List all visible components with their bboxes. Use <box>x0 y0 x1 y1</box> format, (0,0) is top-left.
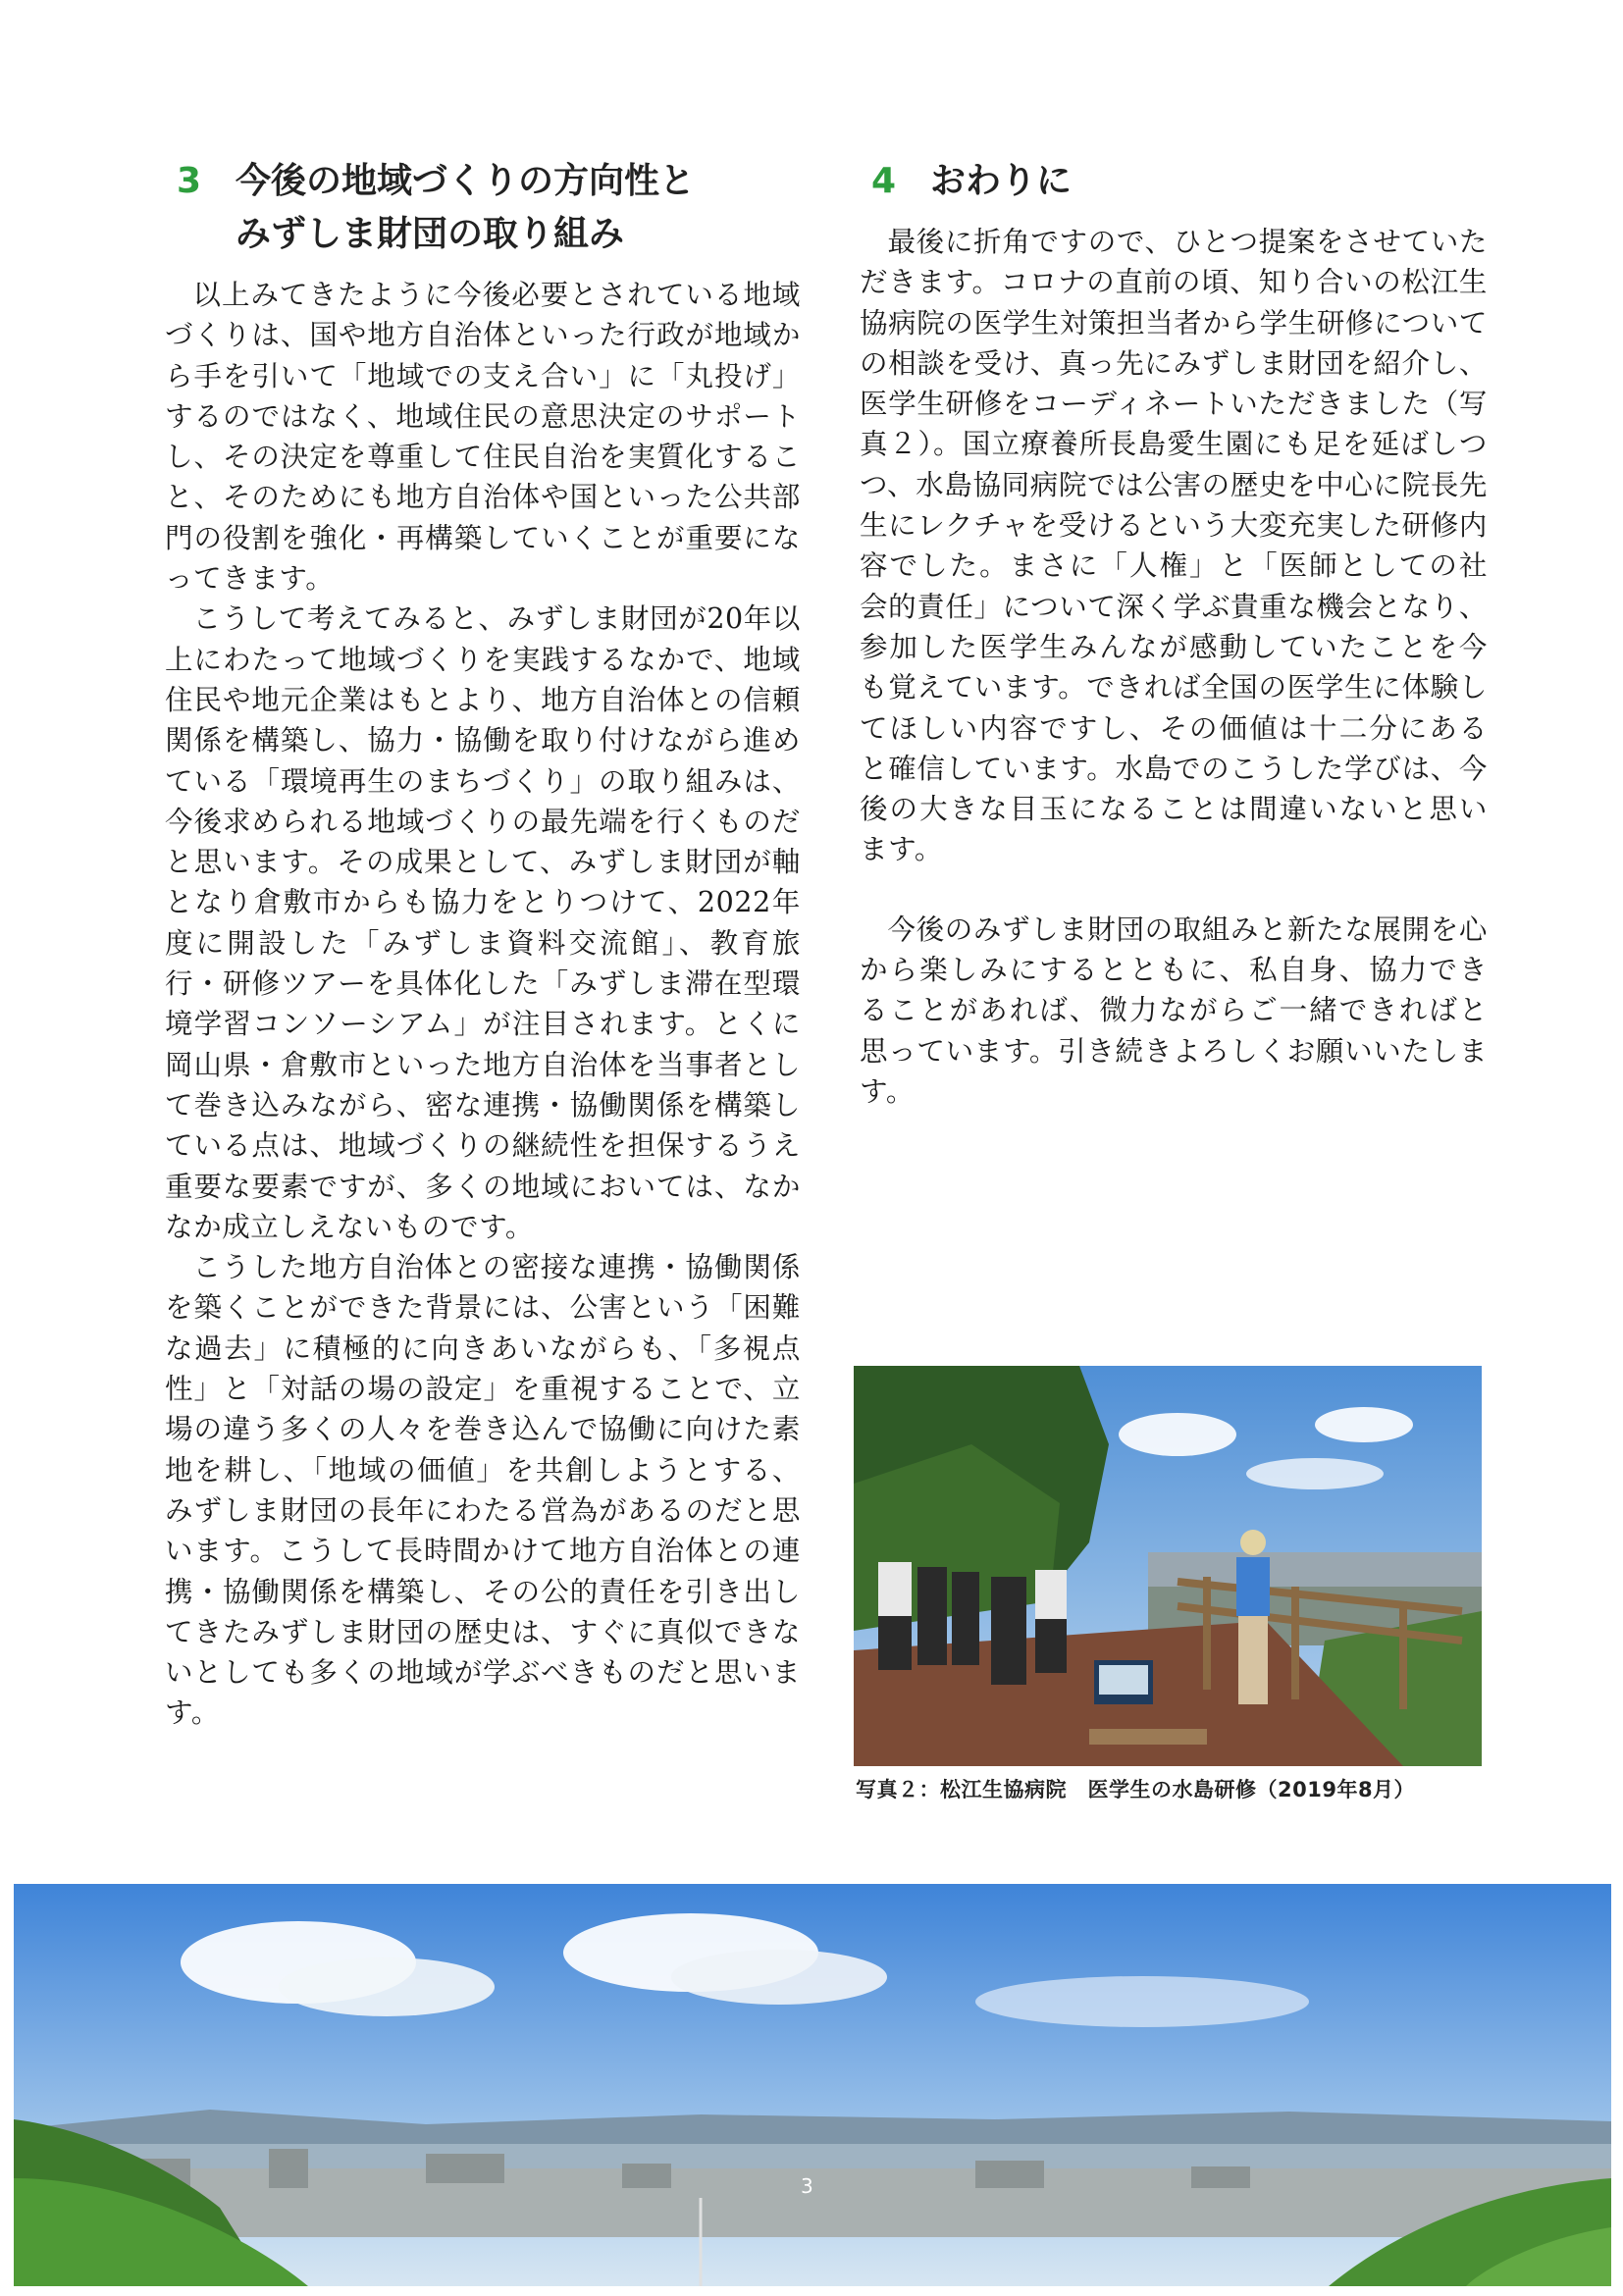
section4-title: おわりに <box>930 161 1073 201</box>
section3-number: 3 <box>177 161 202 201</box>
section3-title-line1: 今後の地域づくりの方向性と <box>236 161 696 201</box>
panorama-photo-mizushima <box>14 1884 1611 2286</box>
section4-heading <box>860 155 1488 208</box>
photo-students-observation-deck <box>854 1366 1482 1766</box>
photo-students-illustration <box>854 1366 1482 1766</box>
section3-paragraph-1: 以上みてきたように今後必要とされている地域づくりは、国や地方自治体といった行政が地域から手を引いて「地域での支え合い」に「丸投げ」するのではなく、地域住民の意思決定のサポートし、その決定を尊重して住民自治を実質化すること、そのためにも地方自治体や国といった公共部門の役割を強化・再構築していくことが重要になってきます。 <box>165 279 801 596</box>
page-number: 3 <box>801 2174 813 2198</box>
section3-heading <box>165 155 801 261</box>
panorama-illustration <box>14 1884 1611 2286</box>
column-right <box>860 155 1488 1112</box>
section4-number: 4 <box>871 161 897 201</box>
column-left <box>165 155 801 1734</box>
section4-paragraph-1: 最後に折角ですので、ひとつ提案をさせていただきます。コロナの直前の頃、知り合いの松江生協病院の医学生対策担当者から学生研修についての相談を受け、真っ先にみずしま財団を紹介し、医学生研修をコーディネートいただきました（写真２）。国立療養所長島愛生園にも足を延ばしつつ、水島協同病院では公害の歴史を中心に院長先生にレクチャを受けるという大変充実した研修内容でした。まさに「人権」と「医師としての社会的責任」について深く学ぶ貴重な機会となり、参加した医学生みんなが感動していたことを今も覚えています。できれば全国の医学生に体験してほしい内容ですし、その価値は十二分にあると確信しています。水島でのこうした学びは、今後の大きな目玉になることは間違いないと思います。 <box>860 226 1488 866</box>
section3-title-line2: みずしま財団の取り組み <box>236 214 625 254</box>
section4-paragraph-2: 今後のみずしま財団の取組みと新たな展開を心から楽しみにするとともに、私自身、協力できることがあれば、微力ながらご一緒できればと思っています。引き続きよろしくお願いいたします。 <box>860 913 1488 1108</box>
photo2-caption: 写真２：松江生協病院 医学生の水島研修（2019年8月） <box>856 1778 1416 1801</box>
section3-paragraph-3: こうした地方自治体との密接な連携・協働関係を築くことができた背景には、公害という「困難な過去」に積極的に向きあいながらも、「多視点性」と「対話の場の設定」を重視することで、立場の違う多くの人々を巻き込んで協働に向けた素地を耕し、「地域の価値」を共創しようとする、みずしま財団の長年にわたる営為があるのだと思います。こうして長時間かけて地方自治体との連携・協働関係を構築し、その公的責任を引き出してきたみずしま財団の歴史は、すぐに真似できないとしても多くの地域が学ぶべきものだと思います。 <box>165 1251 801 1730</box>
section3-paragraph-2: こうして考えてみると、みずしま財団が20年以上にわたって地域づくりを実践するなかで、地域住民や地元企業はもとより、地方自治体との信頼関係を構築し、協力・協働を取り付けながら進めている「環境再生のまちづくり」の取り組みは、今後求められる地域づくりの最先端を行くものだと思います。その成果として、みずしま財団が軸となり倉敷市からも協力をとりつけて、2022年度に開設した「みずしま資料交流館」、教育旅行・研修ツアーを具体化した「みずしま滞在型環境学習コンソーシアム」が注目されます。とくに岡山県・倉敷市といった地方自治体を当事者として巻き込みながら、密な連携・協働関係を構築している点は、地域づくりの継続性を担保するうえ重要な要素ですが、多くの地域においては、なかなか成立しえないものです。 <box>165 602 801 1243</box>
